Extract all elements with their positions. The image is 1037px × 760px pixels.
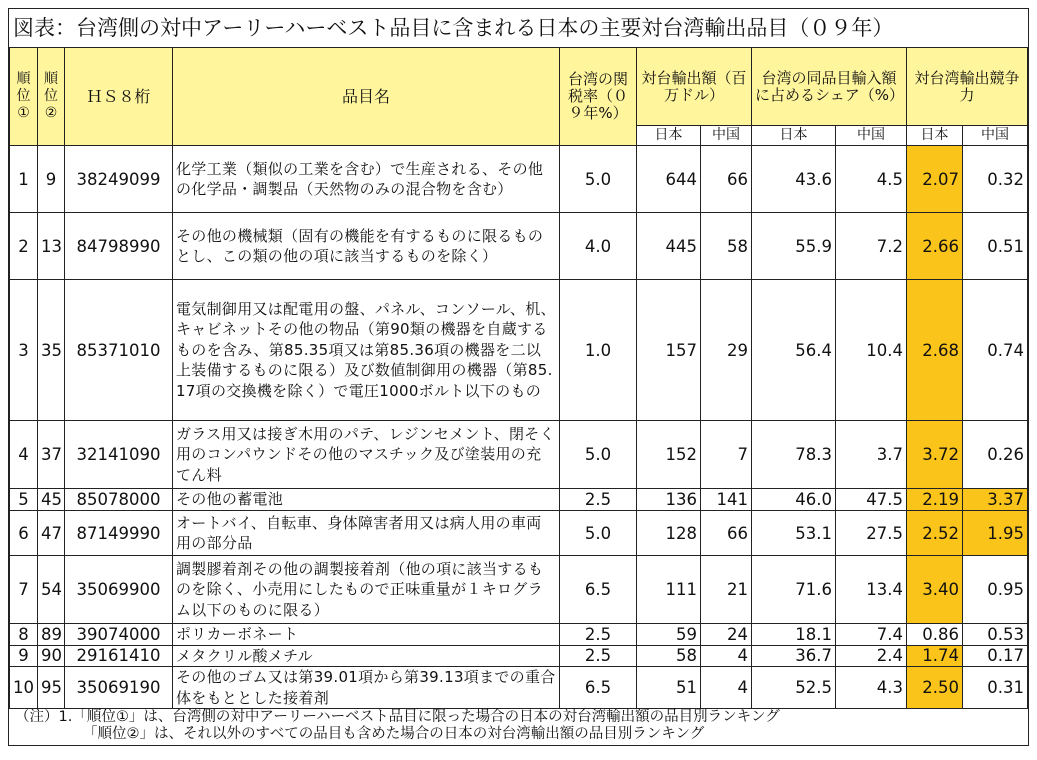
rank-2-cell: 89: [38, 624, 65, 646]
competitiveness-china-cell: 0.95: [963, 556, 1028, 624]
export-japan-cell: 111: [637, 556, 701, 624]
competitiveness-china-cell: 0.32: [963, 146, 1028, 213]
item-name-cell: ポリカーボネート: [173, 624, 560, 646]
tariff-cell: 6.5: [560, 667, 637, 709]
table-row: [10, 213, 1028, 280]
rank-1-cell: 3: [10, 280, 38, 421]
competitiveness-japan-cell: 2.07: [907, 146, 963, 213]
item-name-cell: オートバイ、自転車、身体障害者用又は病人用の車両用の部分品: [173, 511, 560, 556]
tariff-cell: 4.0: [560, 213, 637, 280]
competitiveness-china-cell: 0.17: [963, 645, 1028, 667]
table-row: [10, 556, 1028, 624]
share-china-cell: 10.4: [836, 280, 907, 421]
share-japan-cell: 53.1: [752, 511, 836, 556]
item-name-cell: その他のゴム又は第39.01項から第39.13項までの重合体をもととした接着剤: [173, 667, 560, 709]
rank-2-cell: 9: [38, 146, 65, 213]
rank-1-cell: 5: [10, 489, 38, 511]
item-name-cell: 調製膠着剤その他の調製接着剤（他の項に該当するものを除く、小売用にしたもので正味重量が１キログラム以下のものに限る）: [173, 556, 560, 624]
export-japan-cell: 157: [637, 280, 701, 421]
competitiveness-japan-cell: 2.19: [907, 489, 963, 511]
export-japan-cell: 136: [637, 489, 701, 511]
rank-1-cell: 1: [10, 146, 38, 213]
hs-code-cell: 39074000: [65, 624, 173, 646]
competitiveness-china-cell: 3.37: [963, 489, 1028, 511]
competitiveness-japan-cell: 1.74: [907, 645, 963, 667]
export-china-cell: 24: [701, 624, 752, 646]
header-share: 台湾の同品目輸入額に占めるシェア（%）: [752, 48, 907, 126]
rank-1-cell: 7: [10, 556, 38, 624]
share-china-cell: 4.3: [836, 667, 907, 709]
export-japan-cell: 58: [637, 645, 701, 667]
tariff-cell: 2.5: [560, 489, 637, 511]
competitiveness-china-cell: 0.31: [963, 667, 1028, 709]
competitiveness-japan-cell: 2.68: [907, 280, 963, 421]
tariff-cell: 5.0: [560, 421, 637, 489]
export-japan-cell: 445: [637, 213, 701, 280]
hs-code-cell: 35069900: [65, 556, 173, 624]
share-china-cell: 47.5: [836, 489, 907, 511]
rank-2-cell: 47: [38, 511, 65, 556]
export-china-cell: 21: [701, 556, 752, 624]
share-japan-cell: 71.6: [752, 556, 836, 624]
header-name: 品目名: [173, 48, 560, 146]
header-comp-china: 中国: [963, 126, 1028, 146]
export-japan-cell: 644: [637, 146, 701, 213]
rank-1-cell: 4: [10, 421, 38, 489]
header-comp-japan: 日本: [907, 126, 963, 146]
competitiveness-japan-cell: 2.50: [907, 667, 963, 709]
rank-2-cell: 90: [38, 645, 65, 667]
header-share-china: 中国: [836, 126, 907, 146]
export-china-cell: 66: [701, 146, 752, 213]
hs-code-cell: 84798990: [65, 213, 173, 280]
item-name-cell: その他の蓄電池: [173, 489, 560, 511]
item-name-cell: ガラス用又は接ぎ木用のパテ、レジンセメント、閉そく用のコンパウンドその他のマスチック及び塗装用の充てん料: [173, 421, 560, 489]
competitiveness-china-cell: 0.26: [963, 421, 1028, 489]
table-row: [10, 667, 1028, 709]
item-name-cell: メタクリル酸メチル: [173, 645, 560, 667]
tariff-cell: 2.5: [560, 624, 637, 646]
share-japan-cell: 46.0: [752, 489, 836, 511]
table-row: [10, 489, 1028, 511]
export-china-cell: 7: [701, 421, 752, 489]
share-china-cell: 4.5: [836, 146, 907, 213]
share-japan-cell: 78.3: [752, 421, 836, 489]
competitiveness-china-cell: 0.74: [963, 280, 1028, 421]
competitiveness-china-cell: 0.53: [963, 624, 1028, 646]
rank-2-cell: 37: [38, 421, 65, 489]
share-japan-cell: 43.6: [752, 146, 836, 213]
header-share-japan: 日本: [752, 126, 836, 146]
rank-2-cell: 13: [38, 213, 65, 280]
tariff-cell: 6.5: [560, 556, 637, 624]
share-china-cell: 13.4: [836, 556, 907, 624]
rank-1-cell: 9: [10, 645, 38, 667]
item-name-cell: その他の機械類（固有の機能を有するものに限るものとし、この類の他の項に該当するものを除く）: [173, 213, 560, 280]
hs-code-cell: 35069190: [65, 667, 173, 709]
tariff-cell: 5.0: [560, 146, 637, 213]
competitiveness-china-cell: 0.51: [963, 213, 1028, 280]
table-row: [10, 511, 1028, 556]
competitiveness-japan-cell: 3.72: [907, 421, 963, 489]
hs-code-cell: 87149990: [65, 511, 173, 556]
header-hs: ＨＳ８桁: [65, 48, 173, 146]
share-china-cell: 7.4: [836, 624, 907, 646]
export-table: [9, 47, 1028, 709]
header-export-china: 中国: [701, 126, 752, 146]
header-export-japan: 日本: [637, 126, 701, 146]
table-row: [10, 280, 1028, 421]
competitiveness-japan-cell: 0.86: [907, 624, 963, 646]
share-japan-cell: 55.9: [752, 213, 836, 280]
figure-frame: [8, 8, 1029, 746]
tariff-cell: 5.0: [560, 511, 637, 556]
rank-2-cell: 54: [38, 556, 65, 624]
export-china-cell: 141: [701, 489, 752, 511]
tariff-cell: 2.5: [560, 645, 637, 667]
rank-1-cell: 2: [10, 213, 38, 280]
export-china-cell: 4: [701, 667, 752, 709]
competitiveness-japan-cell: 3.40: [907, 556, 963, 624]
rank-2-cell: 35: [38, 280, 65, 421]
share-japan-cell: 18.1: [752, 624, 836, 646]
share-japan-cell: 56.4: [752, 280, 836, 421]
share-china-cell: 7.2: [836, 213, 907, 280]
export-japan-cell: 59: [637, 624, 701, 646]
table-row: [10, 624, 1028, 646]
header-rank1: 順位①: [10, 48, 38, 146]
footnote: [15, 709, 780, 743]
hs-code-cell: 38249099: [65, 146, 173, 213]
competitiveness-japan-cell: 2.52: [907, 511, 963, 556]
hs-code-cell: 85371010: [65, 280, 173, 421]
footnote-line-1: （注）1.「順位①」は、台湾側の対中アーリーハーベスト品目に限った場合の日本の対台湾輸出額の品目別ランキング: [15, 709, 780, 725]
export-china-cell: 4: [701, 645, 752, 667]
export-china-cell: 58: [701, 213, 752, 280]
competitiveness-china-cell: 1.95: [963, 511, 1028, 556]
table-row: [10, 645, 1028, 667]
footnote-line-2: 「順位②」は、それ以外のすべての品目も含めた場合の日本の対台湾輸出額の品目別ランキング: [83, 726, 705, 742]
hs-code-cell: 85078000: [65, 489, 173, 511]
export-china-cell: 29: [701, 280, 752, 421]
export-japan-cell: 152: [637, 421, 701, 489]
tariff-cell: 1.0: [560, 280, 637, 421]
figure-title: 図表：台湾側の対中アーリーハーベスト品目に含まれる日本の主要対台湾輸出品目（０９年）: [13, 16, 894, 40]
header-rank2: 順位②: [38, 48, 65, 146]
hs-code-cell: 32141090: [65, 421, 173, 489]
rank-2-cell: 45: [38, 489, 65, 511]
competitiveness-japan-cell: 2.66: [907, 213, 963, 280]
share-china-cell: 27.5: [836, 511, 907, 556]
item-name-cell: 化学工業（類似の工業を含む）で生産される、その他の化学品・調製品（天然物のみの混合物を含む）: [173, 146, 560, 213]
export-japan-cell: 128: [637, 511, 701, 556]
share-china-cell: 2.4: [836, 645, 907, 667]
share-japan-cell: 36.7: [752, 645, 836, 667]
table-row: [10, 146, 1028, 213]
rank-1-cell: 6: [10, 511, 38, 556]
table-row: [10, 421, 1028, 489]
header-tariff: 台湾の関税率（０９年%）: [560, 48, 637, 146]
share-japan-cell: 52.5: [752, 667, 836, 709]
rank-1-cell: 10: [10, 667, 38, 709]
export-japan-cell: 51: [637, 667, 701, 709]
share-china-cell: 3.7: [836, 421, 907, 489]
table-body: [10, 146, 1028, 709]
header-competitiveness: 対台湾輸出競争力: [907, 48, 1028, 126]
rank-1-cell: 8: [10, 624, 38, 646]
header-export: 対台輸出額（百万ドル）: [637, 48, 752, 126]
rank-2-cell: 95: [38, 667, 65, 709]
item-name-cell: 電気制御用又は配電用の盤、パネル、コンソール、机、キャビネットその他の物品（第90類の機器を自蔵するものを含み、第85.35項又は第85.36項の機器を二以上装備するものに限る）及び数値制御用の機器（第85.17項の交換機を除く）で電圧1000ボルト以下のもの: [173, 280, 560, 421]
export-china-cell: 66: [701, 511, 752, 556]
hs-code-cell: 29161410: [65, 645, 173, 667]
